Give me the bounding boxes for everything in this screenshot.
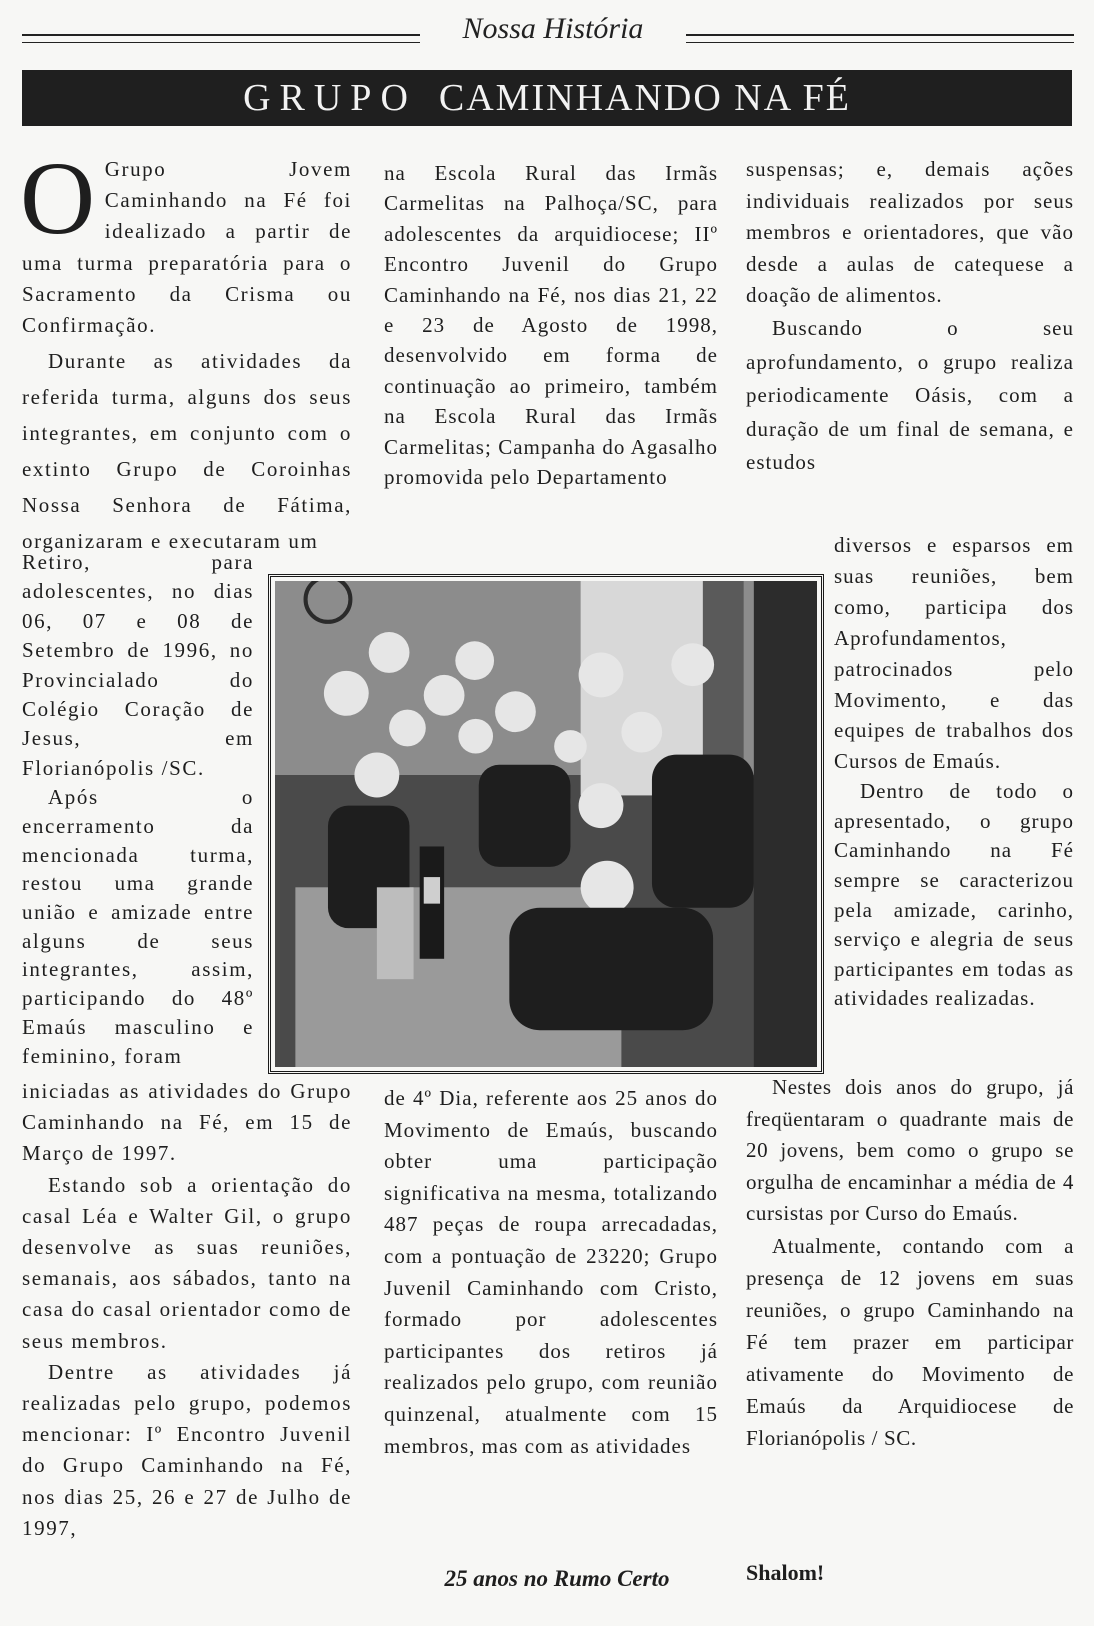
column-1-top: [20, 141, 352, 559]
column-2-bottom: [384, 1086, 718, 1462]
drop-cap: O: [20, 141, 97, 256]
paragraph-acoes: suspensas; e, demais ações individuais realizados por seus membros e orientadores, que vão desde a aulas de catequese a doação de alimentos.: [746, 157, 1074, 308]
paragraph-campanha: de 4º Dia, referente aos 25 anos do Movimento de Emaús, buscando obter uma participação significativa na mesma, totalizando 487 peças de roupa arrecadadas, com a pontuação de 23220; Grupo Juvenil Caminhando com Cristo, formado por adolescentes participantes dos retiros já realizados pelo grupo, com reunião quinzenal, atualmente com 15 membros, mas com as atividades: [384, 1086, 718, 1458]
signoff: Shalom!: [746, 1560, 825, 1585]
header-rule-right: [686, 34, 1074, 43]
column-3-bottom: [746, 1075, 1074, 1454]
article-title-banner: [22, 70, 1072, 126]
title-word-1: GRUPO: [243, 77, 417, 119]
paragraph-retiro: Durante as atividades da referida turma, alguns dos seus integrantes, em conjunto com o extinto Grupo de Coroinhas Nossa Senhora de Fátima, organizaram e executaram um: [22, 349, 352, 554]
header-rule-left: [22, 34, 420, 43]
paragraph-aprofundamento: Buscando o seu aprofundamento, o grupo realiza periodicamente Oásis, com a duração de um final de semana, e estudos: [746, 315, 1074, 475]
paragraph-caracterizou: Dentro de todo o apresentado, o grupo Caminhando na Fé sempre se caracterizou pela amizade, carinho, serviço e alegria de seus participantes em todas as atividades realizadas.: [834, 779, 1074, 1011]
photo-frame: [268, 574, 824, 1074]
title-word-rest: CAMINHANDO NA FÉ: [438, 77, 851, 119]
section-title: Nossa História: [462, 12, 644, 45]
paragraph-aprofundamento-cont: diversos e esparsos em suas reuniões, bem como, participa dos Aprofundamentos, patrocinados pelo Movimento, e das equipes de trabalhos dos Cursos de Emaús.: [834, 533, 1074, 774]
paragraph-retiro-cont: Retiro, para adolescentes, no dias 06, 07 e 08 de Setembro de 1996, no Provincialado do Colégio Coração de Jesus, em Florianópolis /SC.: [22, 550, 254, 780]
column-3-top: [746, 158, 1074, 480]
paragraph-atividades: Dentre as atividades já realizadas pelo grupo, podemos mencionar: Iº Encontro Juvenil do Grupo Caminhando na Fé, nos dias 25, 26 e 27 de Julho de 1997,: [22, 1359, 352, 1540]
paragraph-quadrante: Nestes dois anos do grupo, já freqüentaram o quadrante mais de 20 jovens, bem como o grupo se orgulha de encaminhar a média de 4 cursistas por Curso do Emaús.: [746, 1075, 1074, 1226]
column-1-middle: [22, 548, 254, 1070]
column-2-top: [384, 158, 718, 492]
paragraph-orientacao: Estando sob a orientação do casal Léa e Walter Gil, o grupo desenvolve as suas reuniões, semanais, aos sábados, tanto na casa do casal orientador como de seus membros.: [22, 1172, 352, 1353]
paragraph-encerramento-cont: iniciadas as atividades do Grupo Caminhando na Fé, em 15 de Março de 1997.: [22, 1079, 352, 1166]
group-photo: [275, 581, 817, 1067]
column-1-bottom: [22, 1079, 352, 1544]
column-3-middle: [834, 530, 1074, 1014]
paragraph-intro: Grupo Jovem Caminhando na Fé foi idealizado a partir de uma turma preparatória para o Sacramento da Crisma ou Confirmação.: [22, 157, 352, 338]
paragraph-encerramento: Após o encerramento da mencionada turma, restou uma grande união e amizade entre alguns de seus integrantes, assim, participando do 48º Emaús masculino e feminino, foram: [22, 785, 254, 1068]
paragraph-encontros: na Escola Rural das Irmãs Carmelitas na Palhoça/SC, para adolescentes da arquidiocese; IIº Encontro Juvenil do Grupo Caminhando na Fé, nos dias 21, 22 e 23 de Agosto de 1998, desenvolvido em forma de continuação ao primeiro, também na Escola Rural das Irmãs Carmelitas; Campanha do Agasalho promovida pelo Departamento: [384, 161, 718, 490]
paragraph-atualmente: Atualmente, contando com a presença de 12 jovens em suas reuniões, o grupo Caminhando na Fé tem prazer em participar ativamente do Movimento de Emaús da Arquidiocese de Florianópolis / SC.: [746, 1233, 1074, 1450]
footer-tagline: 25 anos no Rumo Certo: [444, 1566, 670, 1591]
